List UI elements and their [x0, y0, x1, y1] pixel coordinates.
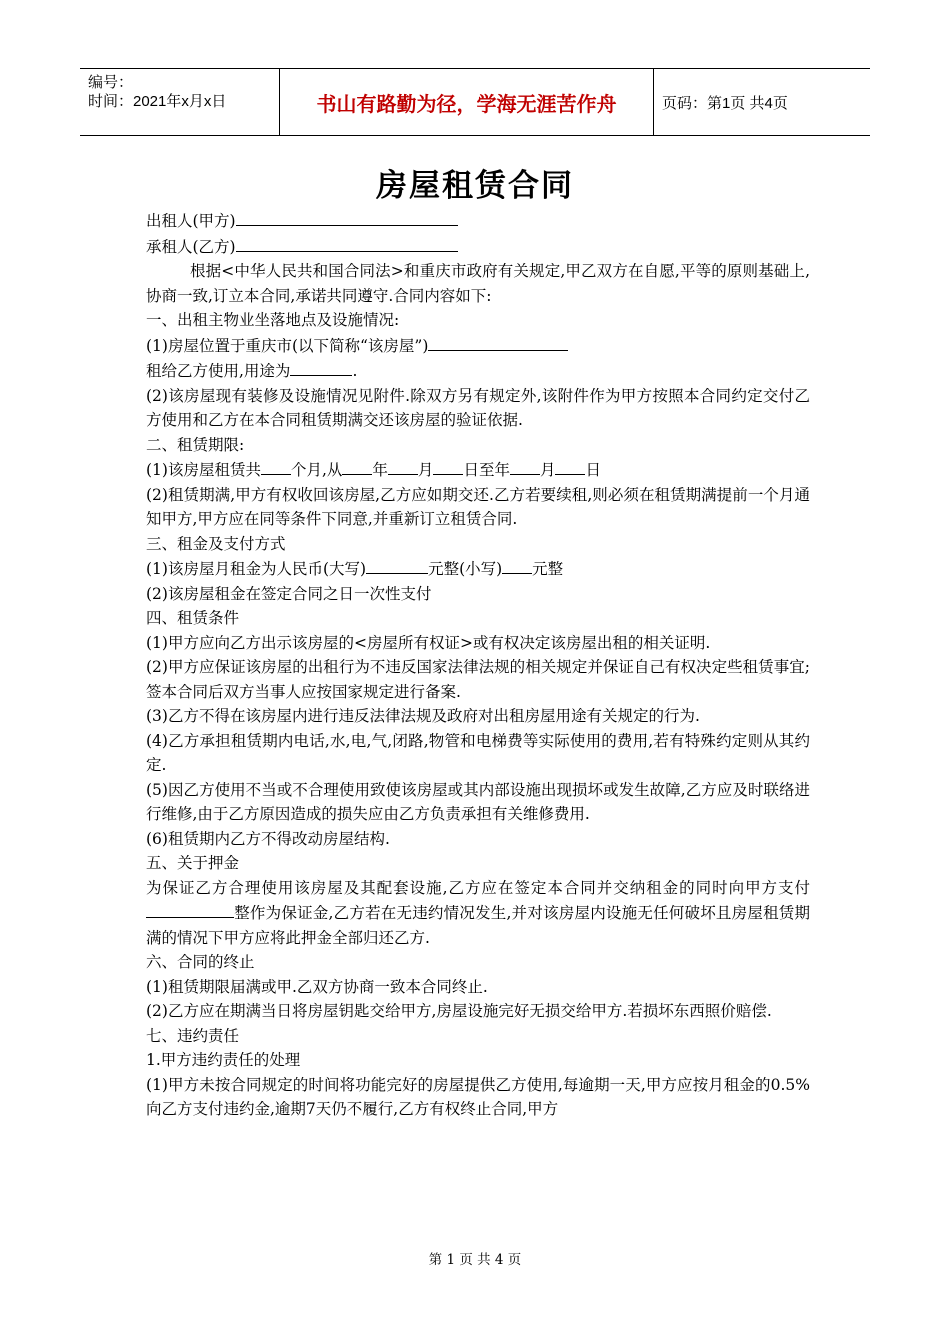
- header-time: 时间：2021年x月x日: [88, 93, 227, 110]
- header-motto: 书山有路勤为径，学海无涯苦作舟: [316, 91, 617, 116]
- blank-line: [366, 556, 428, 574]
- header-number: 编号：: [88, 74, 134, 91]
- header-divider: [653, 69, 654, 135]
- clause: (2)乙方应在期满当日将房屋钥匙交给甲方,房屋设施完好无损交给甲方.若损坏东西照价赔偿.: [146, 1002, 772, 1020]
- clause: (6)租赁期内乙方不得改动房屋结构.: [146, 829, 390, 848]
- clause: 为保证乙方合理使用该房屋及其配套设施,乙方应在签定本合同并交纳租金的同时向甲方支付整作为保证金,乙方若在无违约情况发生,并对该房屋内设施无任何破坏且房屋租赁期满的情况下甲方应将此押金全部归还乙方.: [146, 878, 810, 947]
- clause: (5)因乙方使用不当或不合理使用致使该房屋或其内部设施出现损坏或发生故障,乙方应及时联络进行维修,由于乙方原因造成的损失应由乙方负责承担有关维修费用.: [146, 780, 810, 823]
- clause: (1)房屋位置于重庆市(以下简称“该房屋”): [146, 333, 810, 359]
- blank-line: [502, 556, 532, 574]
- contract-body: [146, 208, 810, 1122]
- blank-line: [236, 234, 458, 252]
- page-footer: 第 1 页 共 4 页: [428, 1252, 522, 1268]
- clause: (1)甲方应向乙方出示该房屋的<房屋所有权证>或有权决定该房屋出租的相关证明.: [146, 633, 711, 652]
- lessee-line: 承租人(乙方): [146, 234, 810, 260]
- section-heading: 一、出租主物业坐落地点及设施情况:: [146, 311, 400, 329]
- blank-line: [555, 457, 585, 475]
- lessor-line: 出租人(甲方): [146, 208, 810, 234]
- sub-heading: 1.甲方违约责任的处理: [146, 1051, 301, 1069]
- section-heading: 四、租赁条件: [146, 609, 240, 627]
- blank-line: [342, 457, 372, 475]
- blank-line: [290, 358, 352, 376]
- clause: (1)该房屋月租金为人民币(大写) 元整(小写) 元整: [146, 556, 810, 582]
- blank-line: [261, 457, 291, 475]
- section-heading: 五、关于押金: [146, 854, 240, 872]
- clause: (2)该房屋租金在签定合同之日一次性支付: [146, 584, 432, 603]
- section-heading: 三、租金及支付方式: [146, 534, 286, 553]
- section-heading: 六、合同的终止: [146, 953, 255, 971]
- blank-line: [433, 457, 463, 475]
- clause: (2)租赁期满,甲方有权收回该房屋,乙方应如期交还.乙方若要续租,则必须在租赁期满提前一个月通知甲方,甲方应在同等条件下同意,并重新订立租赁合同.: [146, 485, 810, 528]
- clause: (1)租赁期限届满或甲.乙双方协商一致本合同终止.: [146, 977, 488, 996]
- section-heading: 七、违约责任: [146, 1026, 240, 1045]
- blank-line: [388, 457, 418, 475]
- clause: (1)甲方未按合同规定的时间将功能完好的房屋提供乙方使用,每逾期一天,甲方应按月租金的0.5%向乙方支付违约金,逾期7天仍不履行,乙方有权终止合同,甲方: [146, 1075, 810, 1118]
- header-page-info: 页码：第1页 共4页: [662, 94, 788, 112]
- page-header: [80, 68, 870, 136]
- section-heading: 二、租赁期限:: [146, 435, 245, 454]
- clause: 租给乙方使用,用途为 .: [146, 358, 810, 384]
- blank-line: [146, 900, 234, 918]
- clause: (4)乙方承担租赁期内电话,水,电,气,闭路,物管和电梯费等实际使用的费用,若有特殊约定则从其约定.: [146, 731, 810, 774]
- clause: (2)该房屋现有装修及设施情况见附件.除双方另有规定外,该附件作为甲方按照本合同约定交付乙方使用和乙方在本合同租赁期满交还该房屋的验证依据.: [146, 386, 810, 429]
- clause: (2)甲方应保证该房屋的出租行为不违反国家法律法规的相关规定并保证自己有权决定些租赁事宜;签本合同后双方当事人应按国家规定进行备案.: [146, 658, 810, 701]
- blank-line: [236, 208, 458, 226]
- document-title: 房屋租赁合同: [376, 168, 574, 204]
- blank-line: [428, 333, 568, 351]
- header-meta: [88, 73, 274, 111]
- intro-paragraph: 根据<中华人民共和国合同法>和重庆市政府有关规定,甲乙双方在自愿,平等的原则基础上,协商一致,订立本合同,承诺共同遵守.合同内容如下:: [146, 262, 810, 305]
- blank-line: [510, 457, 540, 475]
- clause: (3)乙方不得在该房屋内进行违反法律法规及政府对出租房屋用途有关规定的行为.: [146, 707, 700, 725]
- clause: (1)该房屋租赁共 个月,从 年 月 日至年 月 日: [146, 457, 810, 483]
